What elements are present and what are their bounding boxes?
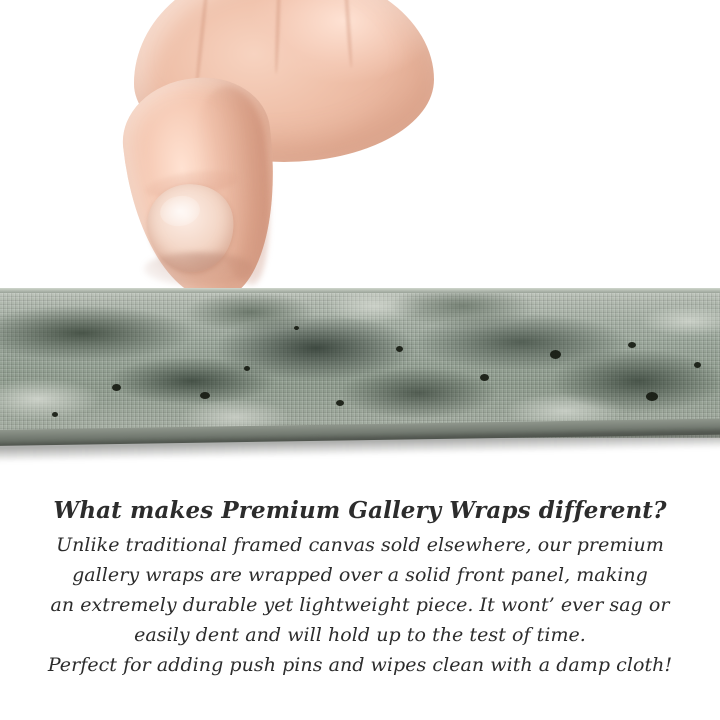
- caption-line: easily dent and will hold up to the test of time.: [134, 624, 586, 646]
- caption-line: Unlike traditional framed canvas sold elsewhere, our premium: [56, 534, 664, 556]
- caption-block: [0, 494, 720, 680]
- caption-line: Perfect for adding push pins and wipes clean with a damp cloth!: [47, 654, 673, 676]
- canvas-speck: [628, 342, 636, 348]
- caption-line: gallery wraps are wrapped over a solid front panel, making: [72, 564, 648, 586]
- canvas-speck: [52, 412, 58, 417]
- canvas-speck: [694, 362, 701, 368]
- canvas-edge: [0, 288, 720, 456]
- canvas-speck: [294, 326, 299, 330]
- thumb-contact-shadow: [144, 252, 254, 286]
- canvas-speck: [550, 350, 561, 359]
- canvas-speck: [112, 384, 121, 391]
- canvas-top-edge: [0, 288, 720, 293]
- hand-pressing-canvas: [104, 0, 434, 306]
- caption-headline: What makes Premium Gallery Wraps different?: [53, 497, 667, 524]
- canvas-speck: [244, 366, 250, 371]
- canvas-texture-face: [0, 288, 720, 438]
- canvas-speck: [396, 346, 403, 352]
- canvas-speck: [646, 392, 658, 401]
- canvas-speck: [200, 392, 210, 399]
- caption-line: an extremely durable yet lightweight piece. It wont’ ever sag or: [50, 594, 670, 616]
- canvas-speck: [336, 400, 344, 406]
- canvas-speck: [480, 374, 489, 381]
